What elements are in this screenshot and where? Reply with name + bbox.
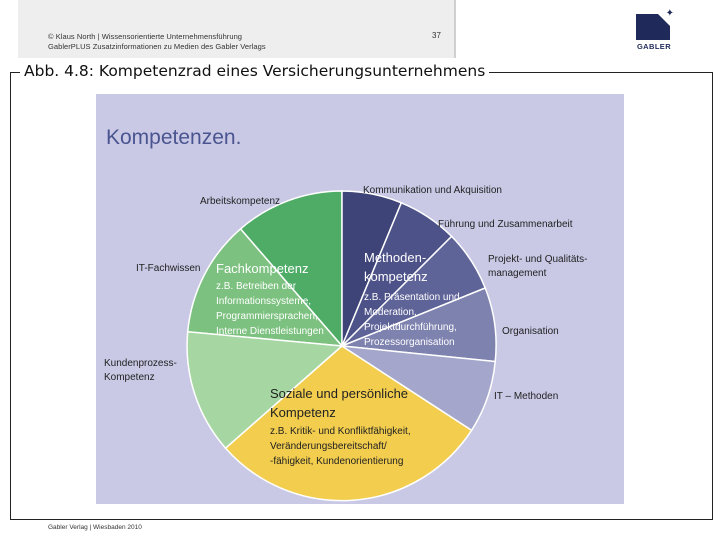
figure-title: Abb. 4.8: Kompetenzrad eines Versicherungsunternehmens [20,62,489,80]
competence-wheel-diagram [96,94,624,504]
fach-line-3: Programmiersprachen, [216,311,318,322]
label-organisation: Organisation [502,326,559,337]
label-kundenprozess-2: Kompetenz [104,372,155,383]
sozial-title-1: Soziale und persönliche [270,386,409,401]
label-it-methoden: IT – Methoden [494,391,559,402]
methoden-title-1: Methoden- [364,250,427,265]
methoden-line-1: z.B. Präsentation und [364,292,460,303]
header-copyright: © Klaus North | Wissensorientierte Unternehmensführung [48,32,243,41]
fach-line-4: Interne Dienstleistungen [216,326,324,337]
sozial-line-1: z.B. Kritik- und Konfliktfähigkeit, [270,426,411,437]
methoden-title-2: kompetenz [364,269,428,284]
gabler-logo-icon [636,8,674,52]
label-projekt-2: management [488,268,547,279]
page-number: 37 [432,31,441,40]
fach-title: Fachkompetenz [216,261,309,276]
methoden-line-3: Projektdurchführung, [364,322,457,333]
diagram-heading: Kompetenzen. [106,126,242,149]
logo-text: GABLER [636,42,672,51]
sozial-line-2: Veränderungsbereitschaft/ [270,441,387,452]
methoden-line-4: Prozessorganisation [364,337,455,348]
header-subtitle: GablerPLUS Zusatzinformationen zu Medien des Gabler Verlags [48,42,266,51]
logo-star-icon: ✦ [665,8,674,19]
label-projekt-1: Projekt- und Qualitäts- [488,254,588,265]
sozial-title-2: Kompetenz [270,405,336,420]
methoden-line-2: Moderation, [364,307,417,318]
sozial-line-3: -fähigkeit, Kundenorientierung [270,456,404,467]
fach-line-2: Informationssysteme, [216,296,312,307]
label-kommunikation: Kommunikation und Akquisition [363,185,502,196]
label-kundenprozess-1: Kundenprozess- [104,358,177,369]
label-fuehrung: Führung und Zusammenarbeit [438,219,573,230]
fach-line-1: z.B. Betreiben der [216,281,297,292]
label-it-fachwissen: IT-Fachwissen [136,263,201,274]
footer-text: Gabler Verlag | Wiesbaden 2010 [48,524,142,531]
label-arbeitskompetenz: Arbeitskompetenz [200,196,281,207]
